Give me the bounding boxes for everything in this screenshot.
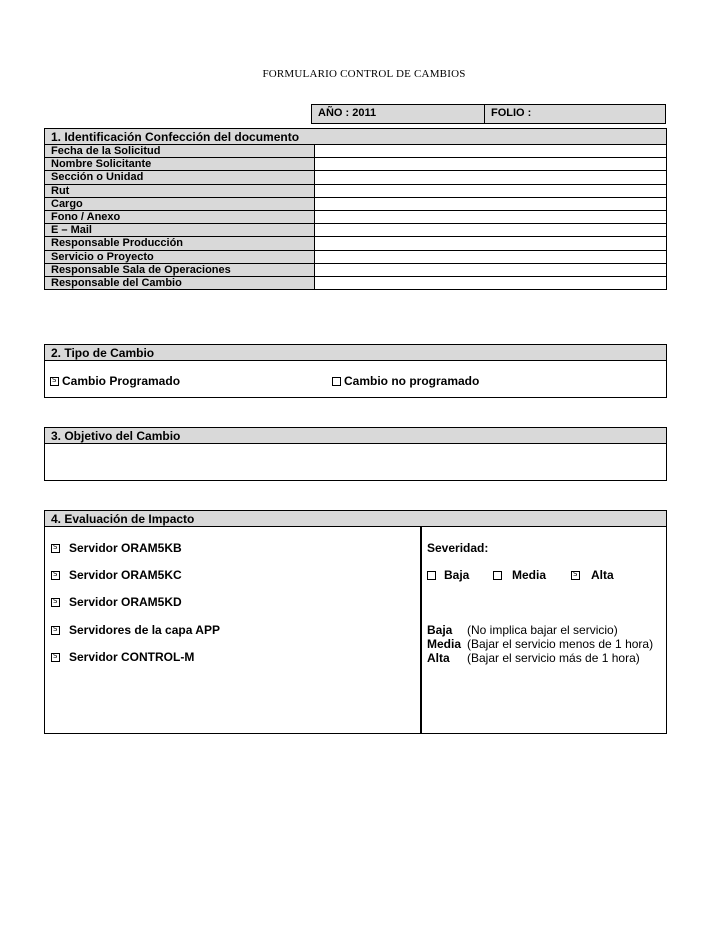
server-item[interactable] [51, 541, 182, 555]
field-label: Rut [45, 184, 315, 197]
legend-row [427, 623, 663, 637]
server-label: Servidor ORAM5KC [69, 568, 182, 582]
table-row [45, 237, 667, 250]
server-label: Servidor CONTROL-M [69, 650, 195, 664]
legend-term: Media [427, 637, 462, 651]
legend-term: Baja [427, 623, 453, 637]
severity-baja-checkbox[interactable] [427, 571, 436, 580]
legend-row [427, 637, 663, 651]
field-value-input[interactable] [315, 237, 667, 250]
server-checkbox[interactable] [51, 626, 60, 635]
programado-checkbox[interactable] [50, 377, 59, 386]
table-row [45, 197, 667, 210]
server-checkbox[interactable] [51, 653, 60, 662]
field-label: Responsable Producción [45, 237, 315, 250]
table-row [45, 263, 667, 276]
field-value-input[interactable] [315, 276, 667, 289]
field-label: Fono / Anexo [45, 210, 315, 223]
section-3-title: 3. Objetivo del Cambio [51, 429, 181, 443]
server-label: Servidores de la capa APP [69, 623, 220, 637]
form-title: FORMULARIO CONTROL DE CAMBIOS [262, 68, 466, 80]
severity-label: Severidad: [427, 541, 489, 555]
table-row [45, 210, 667, 223]
field-label: Sección o Unidad [45, 171, 315, 184]
table-row [45, 184, 667, 197]
server-label: Servidor ORAM5KB [69, 541, 182, 555]
severity-legend [427, 623, 663, 665]
field-value-input[interactable] [315, 145, 667, 158]
severity-media-label: Media [512, 568, 547, 582]
severity-media-option[interactable] [493, 568, 546, 582]
option-programado[interactable] [50, 374, 180, 388]
field-value-input[interactable] [315, 158, 667, 171]
legend-desc: (Bajar el servicio menos de 1 hora) [467, 637, 654, 651]
server-label: Servidor ORAM5KD [69, 595, 182, 609]
option-no-programado[interactable] [332, 374, 479, 388]
anio-cell [311, 104, 485, 124]
server-item[interactable] [51, 650, 194, 664]
field-label: Responsable Sala de Operaciones [45, 263, 315, 276]
field-label: Nombre Solicitante [45, 158, 315, 171]
section-4-divider [420, 526, 422, 734]
table-row [45, 158, 667, 171]
section-2-title: 2. Tipo de Cambio [51, 346, 155, 360]
server-checkbox[interactable] [51, 544, 60, 553]
section-2-heading [44, 344, 667, 361]
table-row [45, 250, 667, 263]
table-row [45, 171, 667, 184]
no-programado-label: Cambio no programado [344, 374, 480, 388]
field-label: Responsable del Cambio [45, 276, 315, 289]
anio-label: AÑO : 2011 [318, 107, 377, 119]
section-1-title: 1. Identificación Confección del documento [51, 130, 300, 144]
section-3-heading [44, 427, 667, 444]
server-checkbox[interactable] [51, 598, 60, 607]
field-value-input[interactable] [315, 250, 667, 263]
field-value-input[interactable] [315, 184, 667, 197]
field-value-input[interactable] [315, 224, 667, 237]
severity-alta-label: Alta [591, 568, 614, 582]
severity-baja-option[interactable] [427, 568, 469, 582]
section-4-title: 4. Evaluación de Impacto [51, 512, 195, 526]
programado-label: Cambio Programado [62, 374, 181, 388]
section-1-heading [44, 128, 667, 145]
field-value-input[interactable] [315, 210, 667, 223]
severity-alta-option[interactable] [571, 568, 614, 582]
field-label: Servicio o Proyecto [45, 250, 315, 263]
field-label: E – Mail [45, 224, 315, 237]
field-label: Fecha de la Solicitud [45, 145, 315, 158]
severity-alta-checkbox[interactable] [571, 571, 580, 580]
table-row [45, 276, 667, 289]
severity-media-checkbox[interactable] [493, 571, 502, 580]
legend-row [427, 651, 663, 665]
no-programado-checkbox[interactable] [332, 377, 341, 386]
severity-baja-label: Baja [444, 568, 470, 582]
server-item[interactable] [51, 568, 182, 582]
table-row [45, 145, 667, 158]
objective-textarea[interactable] [44, 443, 667, 481]
legend-desc: (No implica bajar el servicio) [467, 623, 618, 637]
server-item[interactable] [51, 595, 182, 609]
table-row [45, 224, 667, 237]
folio-cell[interactable] [484, 104, 666, 124]
server-checkbox[interactable] [51, 571, 60, 580]
server-item[interactable] [51, 623, 220, 637]
legend-term: Alta [427, 651, 450, 665]
legend-desc: (Bajar el servicio más de 1 hora) [467, 651, 640, 665]
field-value-input[interactable] [315, 171, 667, 184]
field-value-input[interactable] [315, 263, 667, 276]
field-value-input[interactable] [315, 197, 667, 210]
field-label: Cargo [45, 197, 315, 210]
identification-table [44, 144, 667, 290]
folio-label: FOLIO : [491, 107, 532, 119]
section-4-heading [44, 510, 667, 527]
